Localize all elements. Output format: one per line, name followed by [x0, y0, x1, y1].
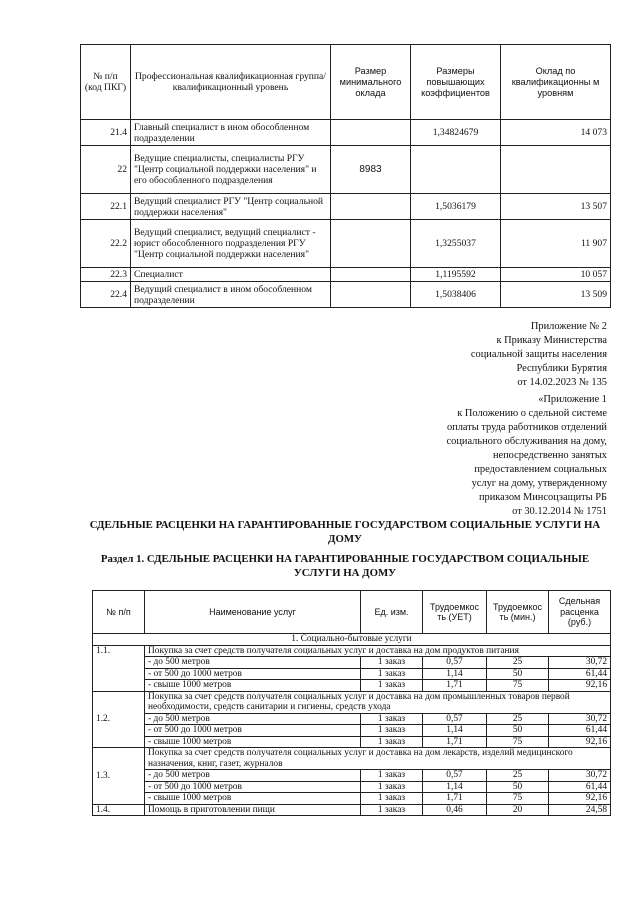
header-salary: Оклад по квалификационны м уровням	[501, 45, 611, 120]
row-min: 75	[487, 680, 549, 692]
salary-table-header	[81, 45, 611, 120]
row-unit: 1 заказ	[361, 668, 423, 680]
header-service: Наименование услуг	[145, 591, 361, 634]
row-uet: 1,14	[423, 725, 487, 737]
table-row	[93, 668, 611, 680]
row-name: - от 500 до 1000 метров	[145, 725, 361, 737]
row-coef: 1,3255037	[411, 220, 501, 268]
row-unit: 1 заказ	[361, 680, 423, 692]
section-label: 1. Социально-бытовые услуги	[93, 634, 611, 646]
header-min: Трудоемкос ть (мин.)	[487, 591, 549, 634]
section-title: Раздел 1. СДЕЛЬНЫЕ РАСЦЕНКИ НА ГАРАНТИРОВАННЫЕ ГОСУДАРСТВОМ СОЦИАЛЬНЫЕ УСЛУГИ НА ДОМУ	[100, 553, 590, 579]
row-min: 25	[487, 657, 549, 669]
row-unit: 1 заказ	[361, 725, 423, 737]
row-rate: 61,44	[549, 668, 611, 680]
row-num: 22.1	[81, 194, 131, 220]
row-coef: 1,5038406	[411, 282, 501, 308]
row-rate: 92,16	[549, 793, 611, 805]
row-uet: 0,46	[423, 804, 487, 816]
table-row	[81, 220, 611, 268]
row-uet: 1,71	[423, 736, 487, 748]
row-name: Ведущий специалист РГУ "Центр социальной поддержки населения"	[131, 194, 331, 220]
row-coef	[411, 146, 501, 194]
row-rate: 61,44	[549, 725, 611, 737]
appendix-line: к Положению о сдельной системе	[457, 408, 607, 419]
row-min	[331, 220, 411, 268]
header-num: № п/п	[93, 591, 145, 634]
row-unit: 1 заказ	[361, 804, 423, 816]
row-name: - от 500 до 1000 метров	[145, 781, 361, 793]
appendix-line: приказом Минсоцзащиты РБ	[478, 492, 607, 503]
row-name: - свыше 1000 метров	[145, 680, 361, 692]
group-title: Покупка за счет средств получателя социальных услуг и доставка на дом лекарств, изделий медицинского назначения, книг, газет, журналов	[145, 748, 611, 770]
row-min: 50	[487, 725, 549, 737]
table-row	[93, 793, 611, 805]
row-name: - от 500 до 1000 метров	[145, 668, 361, 680]
appendix-line: предоставлением социальных	[474, 464, 607, 475]
row-min: 50	[487, 668, 549, 680]
row-salary: 11 907	[501, 220, 611, 268]
table-row	[81, 282, 611, 308]
row-min: 25	[487, 770, 549, 782]
table-row	[81, 120, 611, 146]
row-uet: 0,57	[423, 657, 487, 669]
row-unit: 1 заказ	[361, 781, 423, 793]
row-salary	[501, 146, 611, 194]
table-row	[93, 748, 611, 770]
row-name: - свыше 1000 метров	[145, 793, 361, 805]
row-salary: 13 507	[501, 194, 611, 220]
row-rate: 30,72	[549, 657, 611, 669]
table-row	[93, 713, 611, 725]
appendix-line: от 30.12.2014 № 1751	[512, 506, 607, 517]
row-num: 22	[81, 146, 131, 194]
appendix-line: услуг на дому, утвержденному	[471, 478, 607, 489]
header-rate: Сдельная расценка (руб.)	[549, 591, 611, 634]
row-name: Помощь в приготовлении пищи	[145, 804, 361, 816]
row-rate: 92,16	[549, 736, 611, 748]
row-min: 20	[487, 804, 549, 816]
appendix-line: «Приложение 1	[538, 394, 607, 405]
row-rate: 30,72	[549, 713, 611, 725]
table-row	[93, 645, 611, 657]
row-name: Ведущий специалист в ином обособленном подразделении	[131, 282, 331, 308]
row-unit: 1 заказ	[361, 736, 423, 748]
row-name: Ведущие специалисты, специалисты РГУ "Центр социальной поддержки населения" и его обособленного подразделения	[131, 146, 331, 194]
table-row	[93, 725, 611, 737]
row-uet: 1,14	[423, 668, 487, 680]
header-uet: Трудоемкос ть (УЕТ)	[423, 591, 487, 634]
row-name: - свыше 1000 метров	[145, 736, 361, 748]
table-row	[93, 804, 611, 816]
header-unit: Ед. изм.	[361, 591, 423, 634]
row-min	[331, 194, 411, 220]
row-uet: 1,71	[423, 680, 487, 692]
row-rate: 30,72	[549, 770, 611, 782]
group-title: Покупка за счет средств получателя социальных услуг и доставка на дом промышленных товаров первой необходимости, средств санитарии и гигиены, средств ухода	[145, 691, 611, 713]
group-num: 1.3.	[93, 748, 145, 805]
section-row	[93, 634, 611, 646]
row-name: Главный специалист в ином обособленном подразделении	[131, 120, 331, 146]
row-min: 25	[487, 713, 549, 725]
row-min: 75	[487, 736, 549, 748]
table-row	[93, 657, 611, 669]
salary-table	[80, 44, 611, 308]
appendix-line: непосредственно занятых	[492, 450, 607, 461]
row-name: Ведущий специалист, ведущий специалист - юрист обособленного подразделения РГУ "Центр социальной поддержки населения"	[131, 220, 331, 268]
row-unit: 1 заказ	[361, 770, 423, 782]
row-salary: 10 057	[501, 268, 611, 282]
row-rate: 61,44	[549, 781, 611, 793]
row-min	[331, 282, 411, 308]
table-row	[93, 781, 611, 793]
rates-table-header	[93, 591, 611, 634]
table-row	[93, 770, 611, 782]
row-uet: 0,57	[423, 713, 487, 725]
table-row	[81, 146, 611, 194]
row-name: - до 500 метров	[145, 713, 361, 725]
row-rate: 24,58	[549, 804, 611, 816]
row-min	[331, 268, 411, 282]
row-salary: 13 509	[501, 282, 611, 308]
row-uet: 0,57	[423, 770, 487, 782]
table-row	[93, 736, 611, 748]
row-unit: 1 заказ	[361, 793, 423, 805]
appendix-line: Республики Бурятия	[516, 363, 607, 374]
row-coef: 1,1195592	[411, 268, 501, 282]
row-min: 50	[487, 781, 549, 793]
row-uet: 1,71	[423, 793, 487, 805]
row-num: 22.4	[81, 282, 131, 308]
row-coef: 1,34824679	[411, 120, 501, 146]
row-num: 21.4	[81, 120, 131, 146]
row-num: 22.3	[81, 268, 131, 282]
row-min	[331, 120, 411, 146]
group-title: Покупка за счет средств получателя социальных услуг и доставка на дом продуктов питания	[145, 645, 611, 657]
appendix-line: социального обслуживания на дому,	[446, 436, 607, 447]
table-row	[93, 680, 611, 692]
header-min-salary: Размер минимального оклада	[331, 45, 411, 120]
appendix-line: от 14.02.2023 № 135	[517, 377, 607, 388]
row-unit: 1 заказ	[361, 713, 423, 725]
rates-table	[92, 590, 611, 816]
appendix-line: Приложение № 2	[530, 321, 607, 332]
row-rate: 92,16	[549, 680, 611, 692]
row-min: 75	[487, 793, 549, 805]
row-coef: 1,5036179	[411, 194, 501, 220]
main-title: СДЕЛЬНЫЕ РАСЦЕНКИ НА ГАРАНТИРОВАННЫЕ ГОСУДАРСТВОМ СОЦИАЛЬНЫЕ УСЛУГИ НА ДОМУ	[89, 519, 601, 545]
table-row	[81, 194, 611, 220]
appendix-line: к Приказу Министерства	[496, 335, 607, 346]
row-min: 8983	[331, 146, 411, 194]
table-row	[93, 691, 611, 713]
row-num: 22.2	[81, 220, 131, 268]
header-group: Профессиональная квалификационная группа/квалификационный уровень	[131, 45, 331, 120]
row-name: - до 500 метров	[145, 657, 361, 669]
header-coef: Размеры повышающих коэффициентов	[411, 45, 501, 120]
appendix-2-block	[471, 320, 607, 390]
appendix-1-block	[447, 393, 607, 519]
appendix-line: оплаты труда работников отделений	[446, 422, 607, 433]
row-uet: 1,14	[423, 781, 487, 793]
header-num: № п/п (код ПКГ)	[81, 45, 131, 120]
row-unit: 1 заказ	[361, 657, 423, 669]
group-num: 1.2.	[93, 691, 145, 748]
row-name: - до 500 метров	[145, 770, 361, 782]
row-name: Специалист	[131, 268, 331, 282]
appendix-line: социальной защиты населения	[470, 349, 607, 360]
row-num: 1.4.	[93, 804, 145, 816]
table-row	[81, 268, 611, 282]
row-salary: 14 073	[501, 120, 611, 146]
group-num: 1.1.	[93, 645, 145, 691]
